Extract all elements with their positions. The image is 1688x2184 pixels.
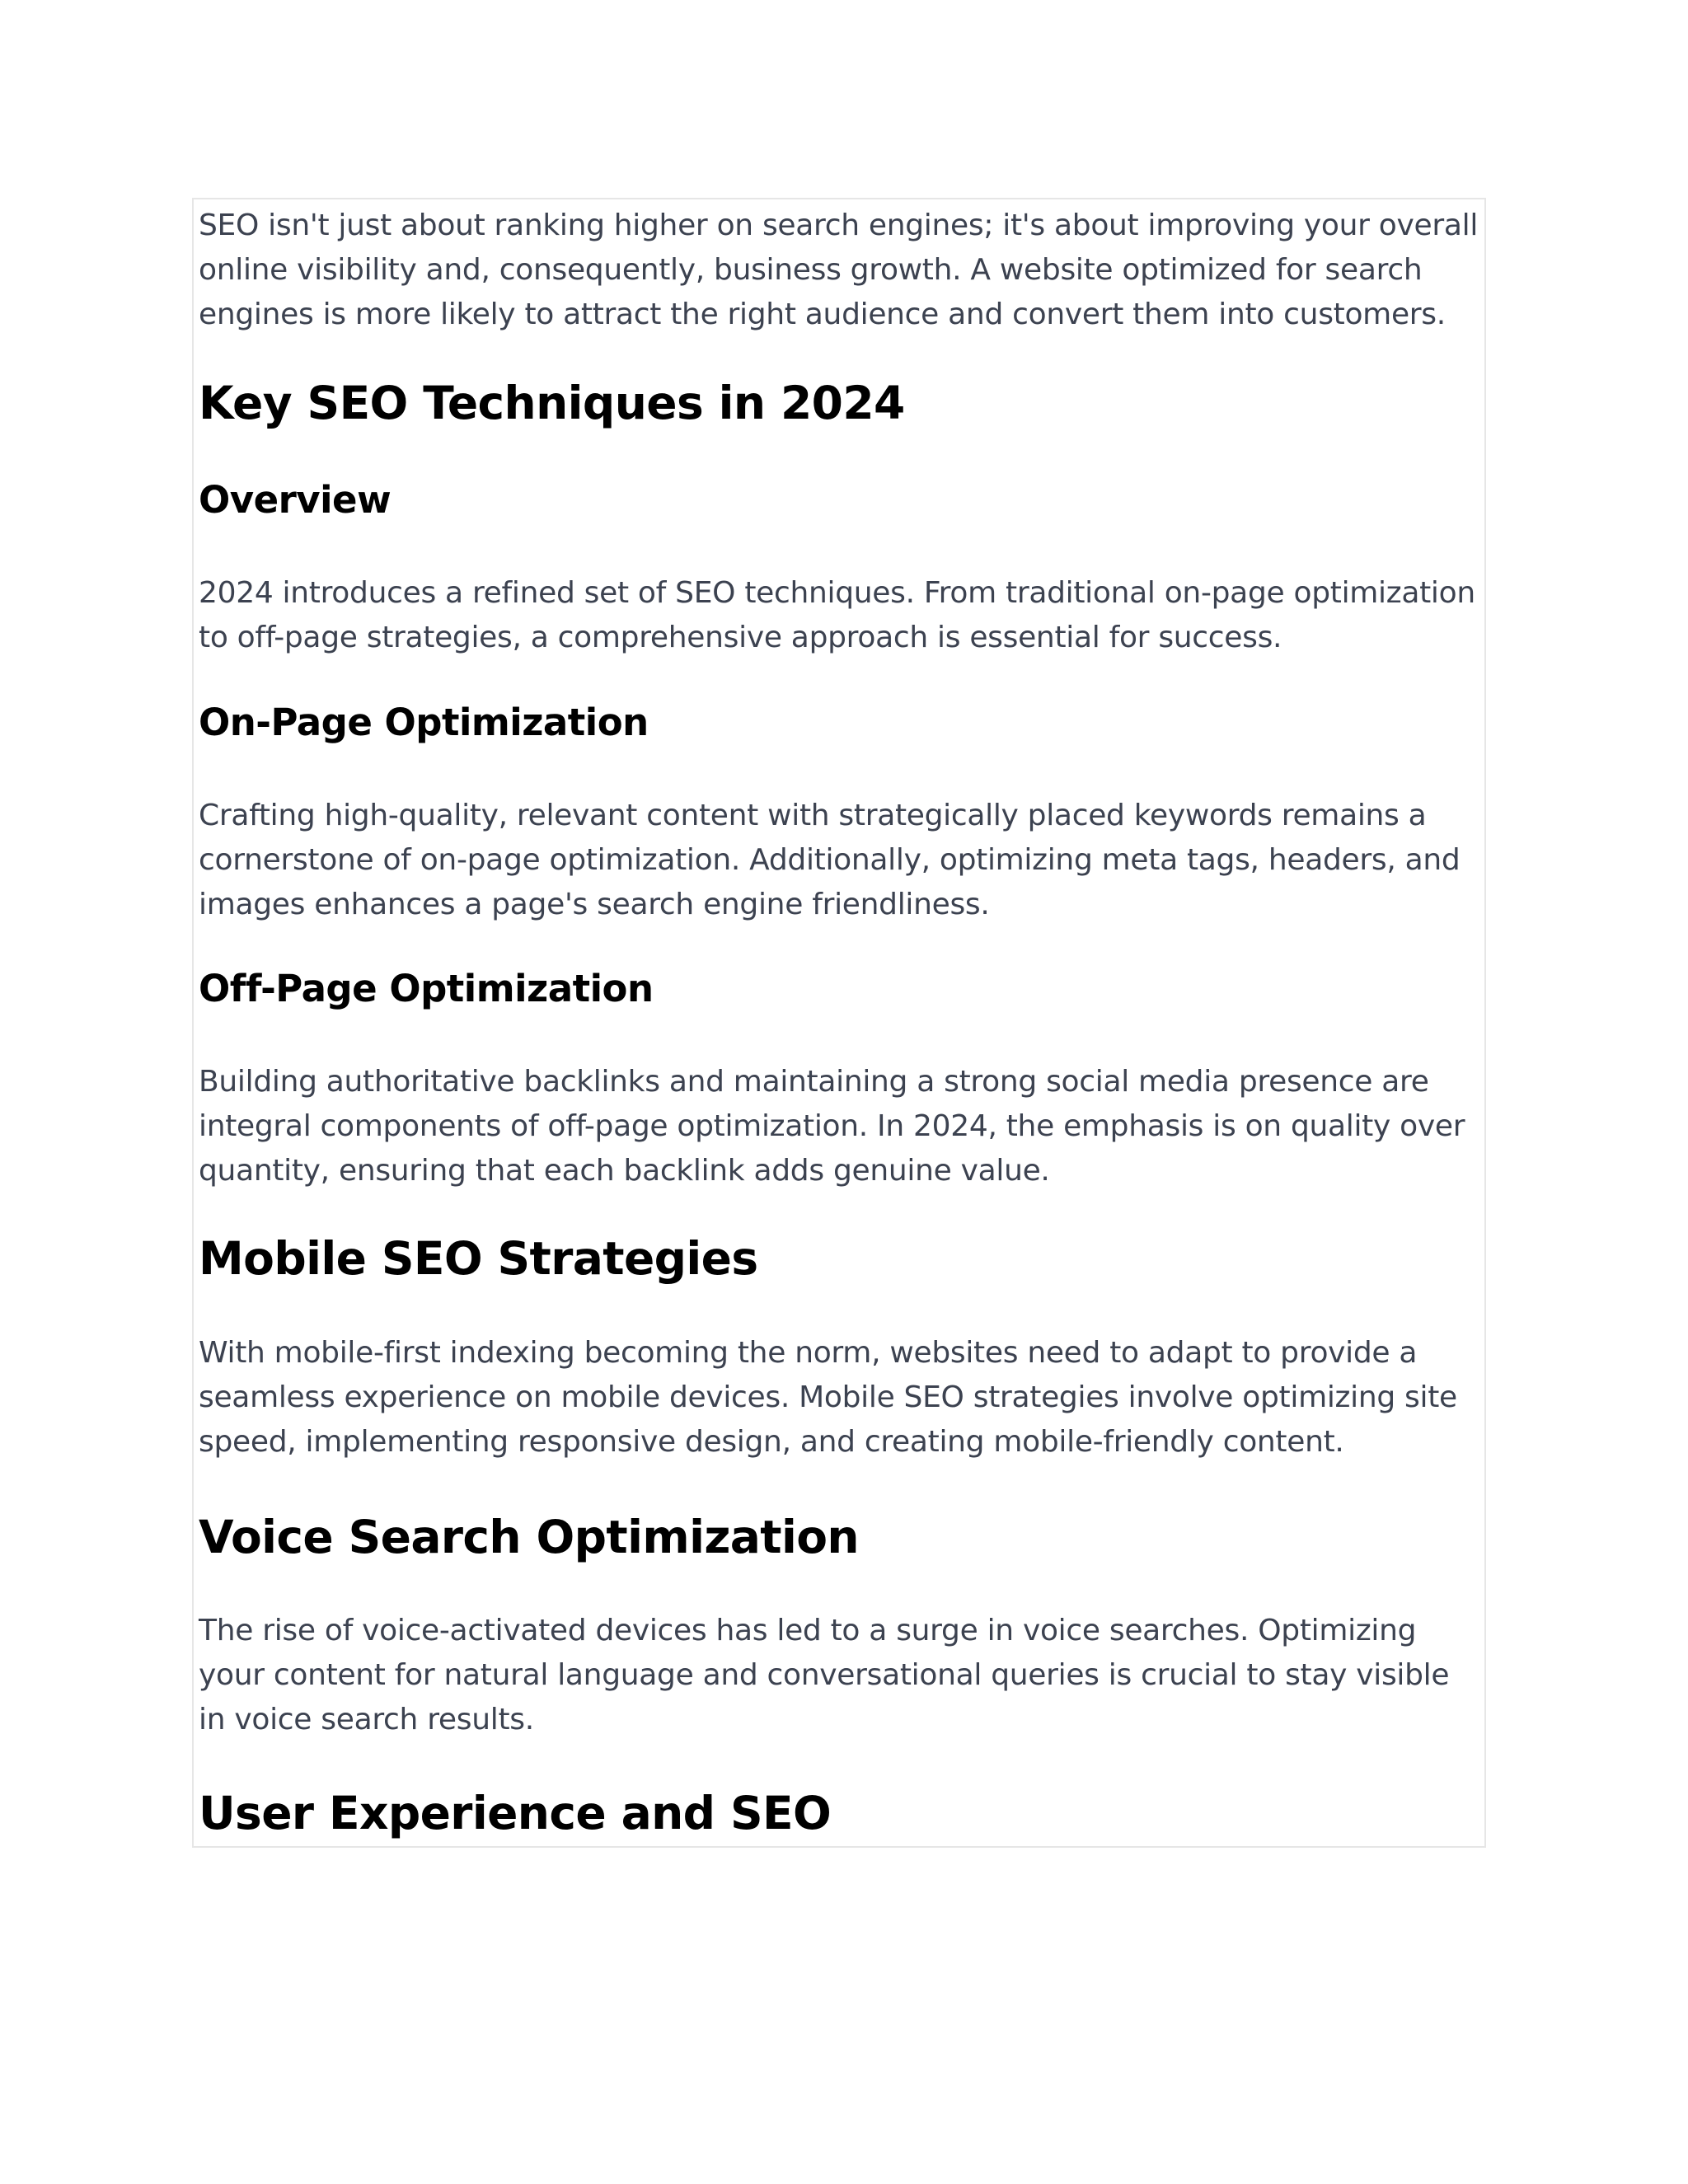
mobile-seo-paragraph: With mobile-first indexing becoming the norm, websites need to adapt to provide a seamless experience on mobile devices. Mobile SEO strategies involve optimizing site speed, implementing responsive design, and creating mobile-friendly content. (199, 1336, 1457, 1459)
on-page-paragraph: Crafting high-quality, relevant content with strategically placed keywords remains a cornerstone of on-page optimization. Additionally, optimizing meta tags, headers, and images enhances a page's search engine friendliness. (199, 799, 1461, 921)
document-frame (192, 198, 1486, 1848)
heading-voice-search-optimization: Voice Search Optimization (199, 1511, 859, 1563)
off-page-paragraph: Building authoritative backlinks and maintaining a strong social media presence are integral components of off-page optimization. In 2024, the emphasis is on quality over quantity, ensuring that each backlink adds genuine value. (199, 1065, 1465, 1188)
heading-off-page-optimization: Off-Page Optimization (199, 967, 654, 1010)
heading-key-seo-techniques: Key SEO Techniques in 2024 (199, 377, 905, 429)
heading-overview: Overview (199, 478, 392, 522)
overview-paragraph: 2024 introduces a refined set of SEO techniques. From traditional on-page optimization to off-page strategies, a comprehensive approach is essential for success. (199, 576, 1475, 654)
intro-paragraph: SEO isn't just about ranking higher on search engines; it's about improving your overall online visibility and, consequently, business growth. A website optimized for search engines is more likely to attract the right audience and convert them into customers. (199, 209, 1479, 331)
heading-user-experience-and-seo: User Experience and SEO (199, 1787, 832, 1840)
voice-search-paragraph: The rise of voice-activated devices has led to a surge in voice searches. Optimizing your content for natural language and conversational queries is crucial to stay visible in voice search results. (199, 1614, 1450, 1736)
heading-mobile-seo-strategies: Mobile SEO Strategies (199, 1232, 758, 1285)
heading-on-page-optimization: On-Page Optimization (199, 701, 649, 744)
